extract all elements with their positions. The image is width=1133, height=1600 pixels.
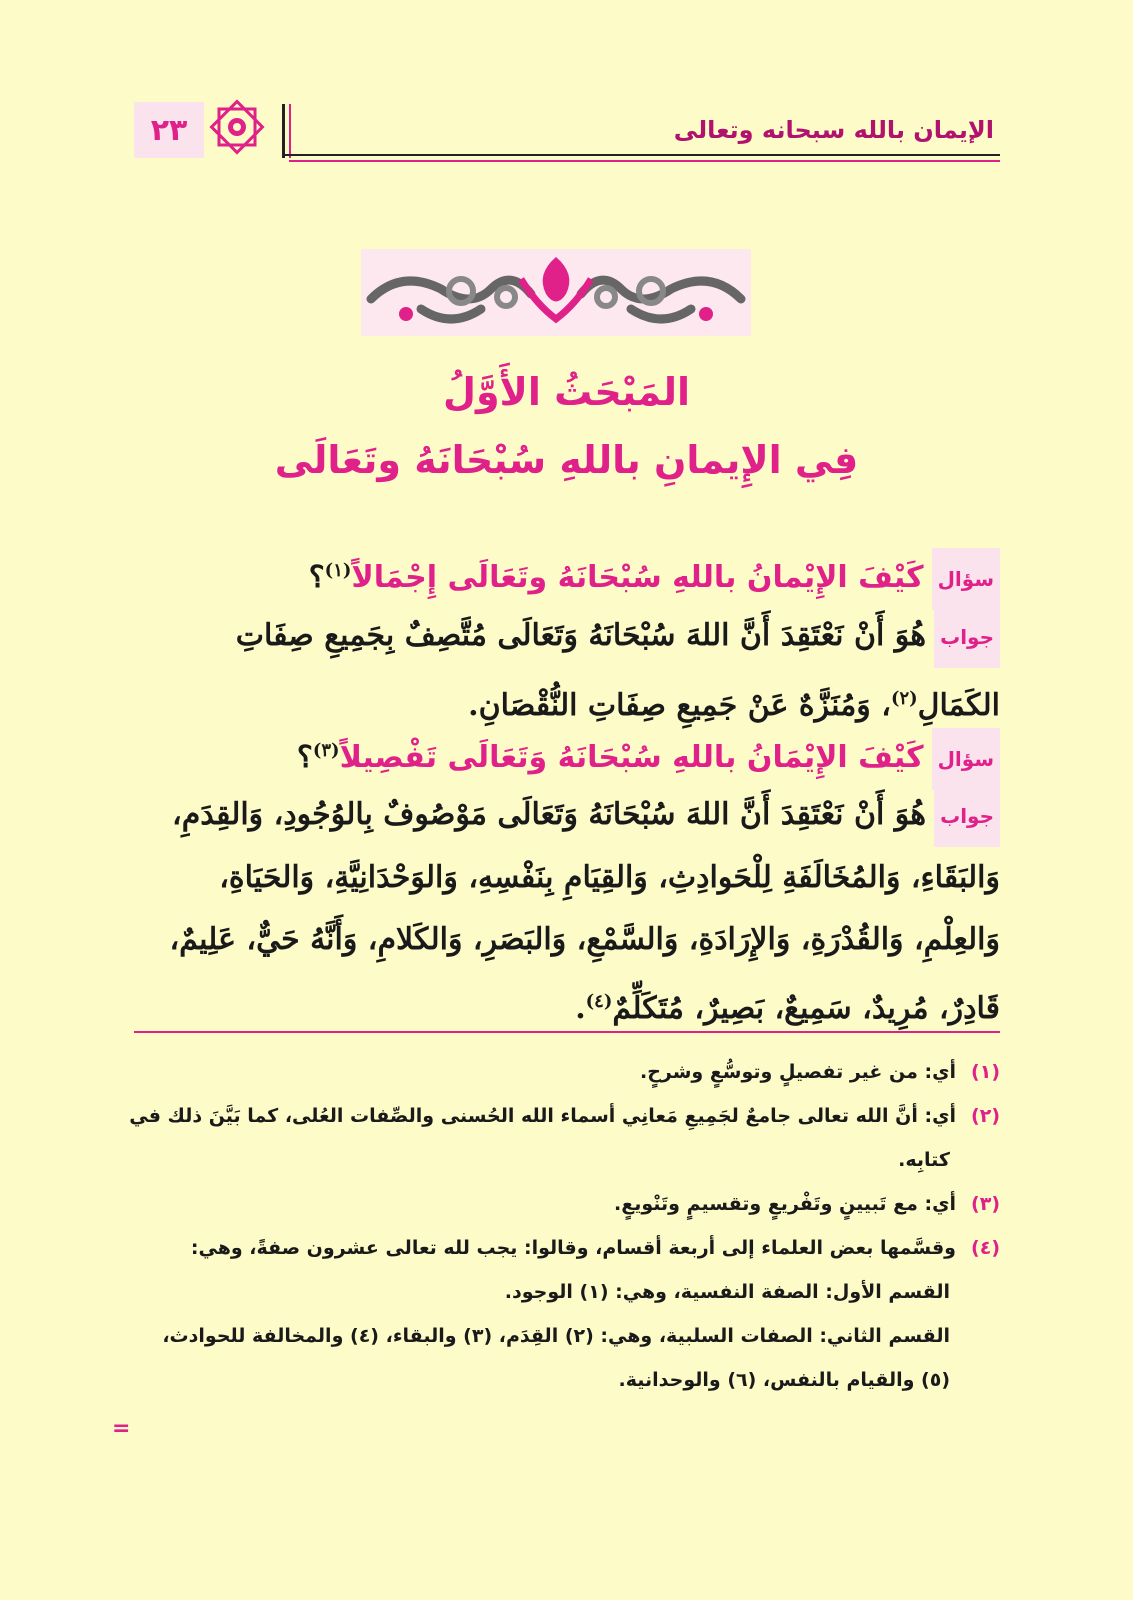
answer-text-end: ، وَمُنَزَّهٌ عَنْ جَمِيعِ صِفَاتِ النُّقْصَانِ.	[468, 688, 891, 723]
question-text: كَيْفَ الإِيْمَانُ باللهِ سُبْحَانَهُ وَتَعَالَى تَفْصِيلاً	[339, 740, 924, 775]
footnote-number: (٤)	[971, 1237, 1000, 1259]
question-label: سؤال	[932, 548, 1000, 610]
rosette-icon	[206, 96, 268, 158]
question-label: سؤال	[932, 728, 1000, 790]
chapter-title: المَبْحَثُ الأَوَّلُ	[442, 370, 691, 414]
question-2	[134, 720, 1000, 790]
header-underline	[282, 154, 1000, 156]
answer-2	[134, 784, 1000, 1040]
question-mark: ؟	[296, 740, 313, 775]
chapter-subtitle: فِي الإِيمانِ باللهِ سُبْحَانَهُ وتَعَالَى	[274, 438, 859, 482]
footnote-1	[128, 1050, 1000, 1094]
answer-1	[134, 605, 1000, 737]
footnote-text: أي: مع تَبيينٍ وتَفْريعٍ وتقسيمٍ وتَنْويعٍ.	[614, 1193, 956, 1215]
footnote-number: (٢)	[971, 1105, 1000, 1127]
running-title: الإيمان بالله سبحانه وتعالى	[673, 116, 994, 144]
footnote-2	[128, 1094, 1000, 1182]
page-number: ٢٣	[134, 102, 204, 158]
floral-ornament	[361, 249, 751, 336]
footnote-ref: (١)	[324, 560, 352, 581]
answer-text: هُوَ أَنْ نَعْتَقِدَ أَنَّ اللهَ سُبْحَانَهُ وَتَعَالَى مُتَّصِفٌ بِجَمِيعِ صِفَاتِ الكَمَالِ	[235, 618, 1000, 723]
footnote-3	[128, 1182, 1000, 1226]
question-text: كَيْفَ الإِيْمانُ باللهِ سُبْحَانَهُ وتَعَالَى إِجْمَالاً	[351, 560, 924, 595]
footnote-number: (١)	[971, 1061, 1000, 1083]
question-mark: ؟	[308, 560, 325, 595]
header-rule-accent	[289, 104, 291, 158]
footnote-separator	[134, 1031, 1000, 1033]
header-rule	[282, 104, 285, 158]
footnote-4-section-2: القسم الثاني: الصفات السلبية، وهي: (٢) القِدَم، (٣) والبقاء، (٤) والمخالفة للحوادث، (٥) والقيام بالنفس، (٦) والوحدانية.	[162, 1325, 950, 1391]
header-underline-accent	[289, 160, 1000, 162]
footnote-text: أي: أنَّ الله تعالى جامعٌ لجَمِيعِ مَعانِي أسماء الله الحُسنى والصِّفات العُلى، كما بَيَّنَ ذلك في كتابِه.	[129, 1105, 956, 1171]
answer-label: جواب	[934, 785, 1000, 847]
footnote-4-section-1: القسم الأول: الصفة النفسية، وهي: (١) الوجود.	[504, 1281, 950, 1303]
footnote-text: وقسَّمها بعض العلماء إلى أربعة أقسام، وقالوا: يجب لله تعالى عشرون صفةً، وهي:	[190, 1237, 956, 1259]
footnotes	[128, 1050, 1000, 1402]
footnote-4	[128, 1226, 1000, 1270]
answer-text-end: .	[575, 991, 586, 1026]
question-1	[134, 540, 1000, 610]
continuation-mark: =	[112, 1416, 131, 1441]
page-header	[134, 96, 1000, 160]
footnote-ref: (٤)	[585, 991, 613, 1012]
footnote-number: (٣)	[971, 1193, 1000, 1215]
footnote-ref: (٢)	[890, 688, 918, 709]
footnote-text: أي: من غير تفصيلٍ وتوسُّعٍ وشرحٍ.	[639, 1061, 956, 1083]
answer-text: هُوَ أَنْ نَعْتَقِدَ أَنَّ اللهَ سُبْحَانَهُ وَتَعَالَى مَوْصُوفٌ بِالوُجُودِ، وَالقِدَمِ، وَالبَقَاءِ، وَالمُخَالَفَةِ لِلْحَوادِثِ، وَالقِيَامِ بِنَفْسِهِ، وَالوَحْدَانِيَّةِ، وَالحَيَاةِ، وَالعِلْمِ، وَالقُدْرَةِ، وَالإِرَادَةِ، وَالسَّمْعِ، وَالبَصَرِ، وَالكَلامِ، وَأَنَّهُ حَيٌّ، عَلِيمٌ، قَادِرٌ، مُرِيدٌ، سَمِيعٌ، بَصِيرٌ، مُتَكَلِّمٌ	[169, 797, 1000, 1026]
footnote-ref: (٣)	[312, 740, 340, 761]
answer-label: جواب	[934, 606, 1000, 668]
